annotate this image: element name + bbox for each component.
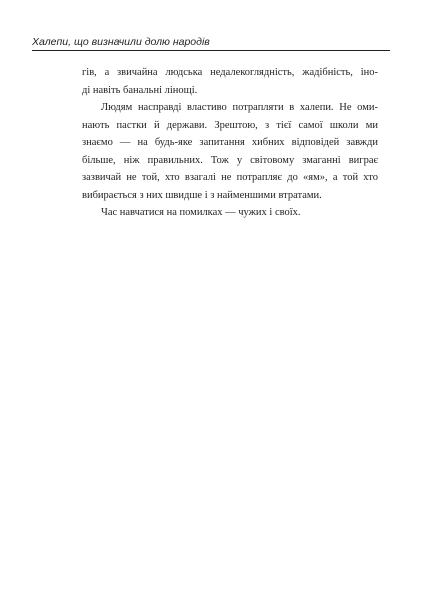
text-line: ді навіть банальні лінощі.: [82, 84, 198, 96]
running-head-title: Халепи, що визначили долю народів: [32, 36, 210, 48]
paragraph-first-line: Людям насправді властиво потрапляти в халепи. Не оми-: [101, 102, 378, 113]
text-line: зазвичай не той, хто взагалі не потрапляє до «ям», а той хто: [82, 172, 378, 183]
body-text: [82, 64, 378, 222]
paragraph-first-line: Час навчатися на помилках — чужих і своїх.: [101, 207, 301, 218]
text-line: знаємо — на будь-яке запитання хибних відповідей завжди: [82, 137, 378, 148]
header-rule: [32, 50, 390, 51]
text-line: більше, ніж правильних. Тож у світовому змаганні виграє: [82, 154, 378, 166]
text-line: вибирається з них швидше і з найменшими втратами.: [82, 189, 322, 201]
text-line: нають пастки й держави. Зрештою, з тієї самої школи ми: [82, 119, 378, 131]
text-line: гів, а звичайна людська недалекоглядність, жадібність, іно-: [82, 67, 378, 78]
